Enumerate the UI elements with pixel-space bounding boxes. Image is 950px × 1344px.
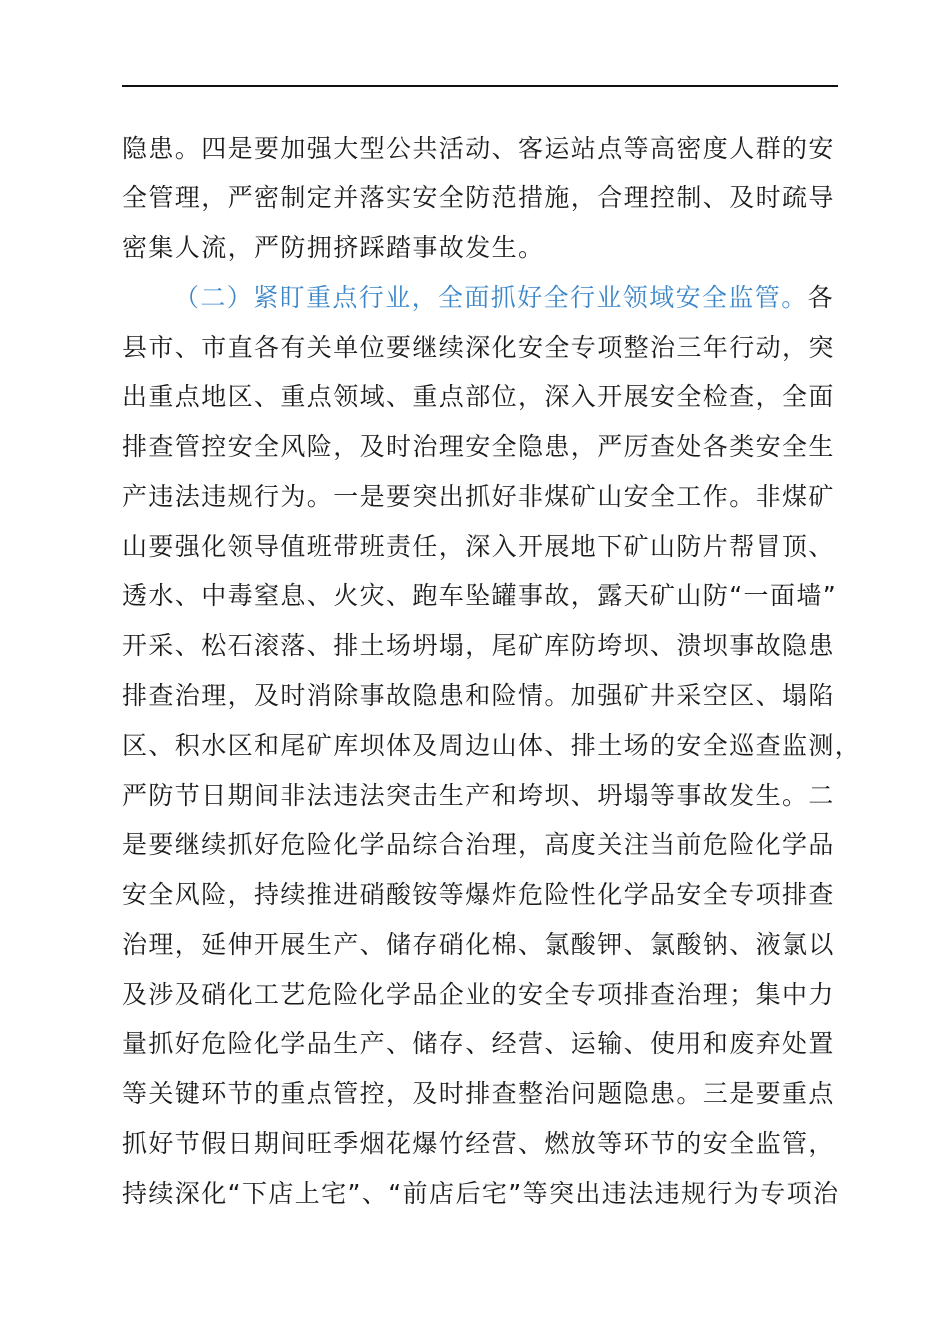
text-line: 透水、中毒窒息、火灾、跑车坠罐事故，露天矿山防“一面墙” bbox=[122, 581, 838, 610]
text-line: 安全风险，持续推进硝酸铵等爆炸危险性化学品安全专项排查 bbox=[122, 880, 835, 909]
text-line: 开采、松石滚落、排土场坍塌，尾矿库防垮坝、溃坝事故隐患 bbox=[122, 631, 835, 660]
text-line: 量抓好危险化学品生产、储存、经营、运输、使用和废弃处置 bbox=[122, 1029, 835, 1058]
text-line: 治理，延伸开展生产、储存硝化棉、氯酸钾、氯酸钠、液氯以 bbox=[122, 930, 835, 959]
text-line: 各 bbox=[807, 283, 835, 312]
text-line: 密集人流，严防拥挤踩踏事故发生。 bbox=[122, 233, 545, 262]
text-line: 区、积水区和尾矿库坝体及周边山体、排土场的安全巡查监测， bbox=[122, 731, 862, 760]
section-heading: （二）紧盯重点行业，全面抓好全行业领域安全监管。 bbox=[174, 283, 808, 312]
text-line: 产违法违规行为。一是要突出抓好非煤矿山安全工作。非煤矿 bbox=[122, 482, 835, 511]
text-line: 全管理，严密制定并落实安全防范措施，合理控制、及时疏导 bbox=[122, 183, 835, 212]
text-line: 排查管控安全风险，及时治理安全隐患，严厉查处各类安全生 bbox=[122, 432, 835, 461]
text-line: 山要强化领导值班带班责任，深入开展地下矿山防片帮冒顶、 bbox=[122, 532, 835, 561]
section-heading-line bbox=[174, 278, 838, 318]
text-line: 抓好节假日期间旺季烟花爆竹经营、燃放等环节的安全监管， bbox=[122, 1129, 835, 1158]
text-line: 排查治理，及时消除事故隐患和险情。加强矿井采空区、塌陷 bbox=[122, 681, 835, 710]
text-line: 等关键环节的重点管控，及时排查整治问题隐患。三是要重点 bbox=[122, 1079, 835, 1108]
text-line: 县市、市直各有关单位要继续深化安全专项整治三年行动，突 bbox=[122, 333, 835, 362]
text-line: 出重点地区、重点领域、重点部位，深入开展安全检查，全面 bbox=[122, 382, 835, 411]
header-rule bbox=[122, 85, 838, 87]
text-line: 是要继续抓好危险化学品综合治理，高度关注当前危险化学品 bbox=[122, 830, 835, 859]
text-line: 严防节日期间非法违法突击生产和垮坝、坍塌等事故发生。二 bbox=[122, 781, 835, 810]
text-line: 及涉及硝化工艺危险化学品企业的安全专项排查治理；集中力 bbox=[122, 980, 835, 1009]
text-line: 隐患。四是要加强大型公共活动、客运站点等高密度人群的安 bbox=[122, 134, 835, 163]
text-line: 持续深化“下店上宅”、“前店后宅”等突出违法违规行为专项治 bbox=[122, 1179, 840, 1208]
